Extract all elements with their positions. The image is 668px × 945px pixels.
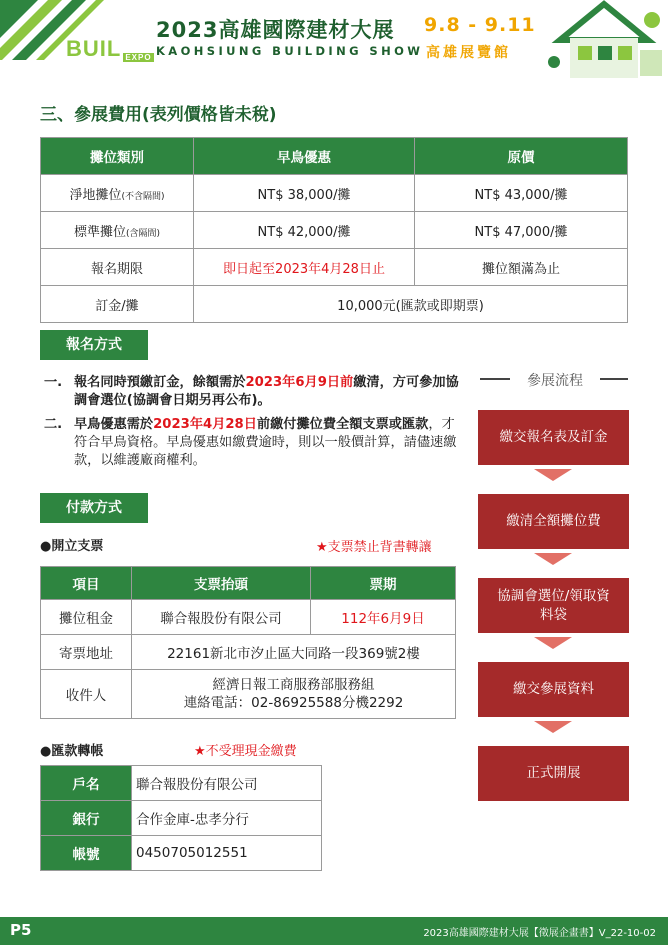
- deposit-label-cell: 訂金/攤: [41, 286, 194, 323]
- flow-step-5: 正式開展: [478, 746, 629, 801]
- header-venue: 高雄展覽館: [426, 45, 511, 61]
- fee-regular-cell: NT$ 47,000/攤: [415, 212, 628, 249]
- flow-step-4: 繳交參展資料: [478, 662, 629, 717]
- flow-step-1: 繳交報名表及訂金: [478, 410, 629, 465]
- check-header-date: 票期: [311, 567, 456, 600]
- registration-item-1: 一. 報名同時預繳訂金，餘額需於2023年6月9日前繳清，方可參加協調會選位(協調會日期另再公布)。: [44, 375, 459, 408]
- check-header-payee: 支票抬頭: [132, 567, 311, 600]
- fee-header-type: 攤位類別: [41, 138, 194, 175]
- check-date-cell: 112年6月9日: [311, 600, 456, 635]
- fee-type-cell: 標準攤位(含隔間): [41, 212, 194, 249]
- mail-address-cell: 22161新北市汐止區大同路一段369號2樓: [132, 635, 456, 670]
- check-heading: ●開立支票: [40, 539, 104, 554]
- flow-arrow-icon: [534, 637, 572, 649]
- flow-step-3: 協調會選位/領取資料袋: [478, 578, 629, 633]
- table-row: [41, 801, 322, 836]
- flow-arrow-icon: [534, 553, 572, 565]
- check-note: ★支票禁止背書轉讓: [316, 540, 432, 555]
- bank-value-cell: 聯合報股份有限公司: [132, 766, 322, 801]
- fee-header-regular: 原價: [415, 138, 628, 175]
- registration-item-2: 二. 早鳥優惠需於2023年4月28日前繳付攤位費全額支票或匯款，才符合早鳥資格。早鳥優惠如繳費逾時，則以一般價計算，請儘速繳款，以維護廠商權利。: [44, 417, 457, 468]
- flow-arrow-icon: [534, 469, 572, 481]
- check-payee-cell: 聯合報股份有限公司: [132, 600, 311, 635]
- fee-early-cell: NT$ 42,000/攤: [194, 212, 415, 249]
- fee-early-cell: NT$ 38,000/攤: [194, 175, 415, 212]
- mail-label-cell: 寄票地址: [41, 635, 132, 670]
- footer-doc-title: 2023高雄國際建材大展【徵展企畫書】V_22-10-02: [423, 928, 656, 939]
- flow-arrow-icon: [534, 721, 572, 733]
- early-deadline-cell: 即日起至2023年4月28日止: [194, 249, 415, 286]
- bank-label-cell: 銀行: [41, 801, 132, 836]
- bank-value-cell: 0450705012551: [132, 836, 322, 871]
- fee-type-cell: 淨地攤位(不含隔間): [41, 175, 194, 212]
- table-row: [41, 670, 456, 719]
- table-row: [41, 836, 322, 871]
- bank-label-cell: 戶名: [41, 766, 132, 801]
- fee-regular-cell: 攤位額滿為止: [415, 249, 628, 286]
- flow-title: 參展流程: [527, 373, 583, 389]
- flow-title-line-right: [600, 378, 628, 380]
- table-row: [41, 635, 456, 670]
- table-row: [41, 249, 628, 286]
- header-date: 9.8 - 9.11: [424, 14, 536, 36]
- fee-header-early: 早鳥優惠: [194, 138, 415, 175]
- house-illustration-icon: [540, 0, 668, 80]
- fee-table-header: [41, 138, 628, 175]
- section-title: 三、參展費用(表列價格皆未稅): [40, 105, 277, 125]
- build-expo-logo: BUIL EXPO: [66, 36, 152, 62]
- fee-type-cell: 報名期限: [41, 249, 194, 286]
- bank-label-cell: 帳號: [41, 836, 132, 871]
- check-table-header: [41, 567, 456, 600]
- table-row: [41, 212, 628, 249]
- header-title: 2023高雄國際建材大展: [156, 18, 395, 42]
- recipient-name: 經濟日報工商服務部服務組: [212, 677, 375, 693]
- transfer-note: ★不受理現金繳費: [194, 744, 297, 759]
- bank-table: [40, 765, 322, 871]
- check-header-item: 項目: [41, 567, 132, 600]
- footer-bar: [0, 917, 668, 945]
- transfer-heading: ●匯款轉帳: [40, 744, 104, 759]
- fee-table: [40, 137, 628, 323]
- page-number: P5: [10, 921, 32, 939]
- recipient-cell: [132, 670, 456, 719]
- recipient-phone: 連絡電話：02-86925588分機2292: [183, 695, 404, 711]
- header-subtitle: KAOHSIUNG BUILDING SHOW: [156, 44, 424, 58]
- table-row: [41, 175, 628, 212]
- table-row: [41, 766, 322, 801]
- payment-tag: 付款方式: [40, 493, 148, 523]
- recipient-label-cell: 收件人: [41, 670, 132, 719]
- table-row: [41, 600, 456, 635]
- registration-tag: 報名方式: [40, 330, 148, 360]
- check-table: [40, 566, 456, 719]
- flow-step-2: 繳清全額攤位費: [478, 494, 629, 549]
- check-item-cell: 攤位租金: [41, 600, 132, 635]
- bank-value-cell: 合作金庫-忠孝分行: [132, 801, 322, 836]
- table-row: [41, 286, 628, 323]
- deposit-value-cell: 10,000元(匯款或即期票): [194, 286, 628, 323]
- fee-regular-cell: NT$ 43,000/攤: [415, 175, 628, 212]
